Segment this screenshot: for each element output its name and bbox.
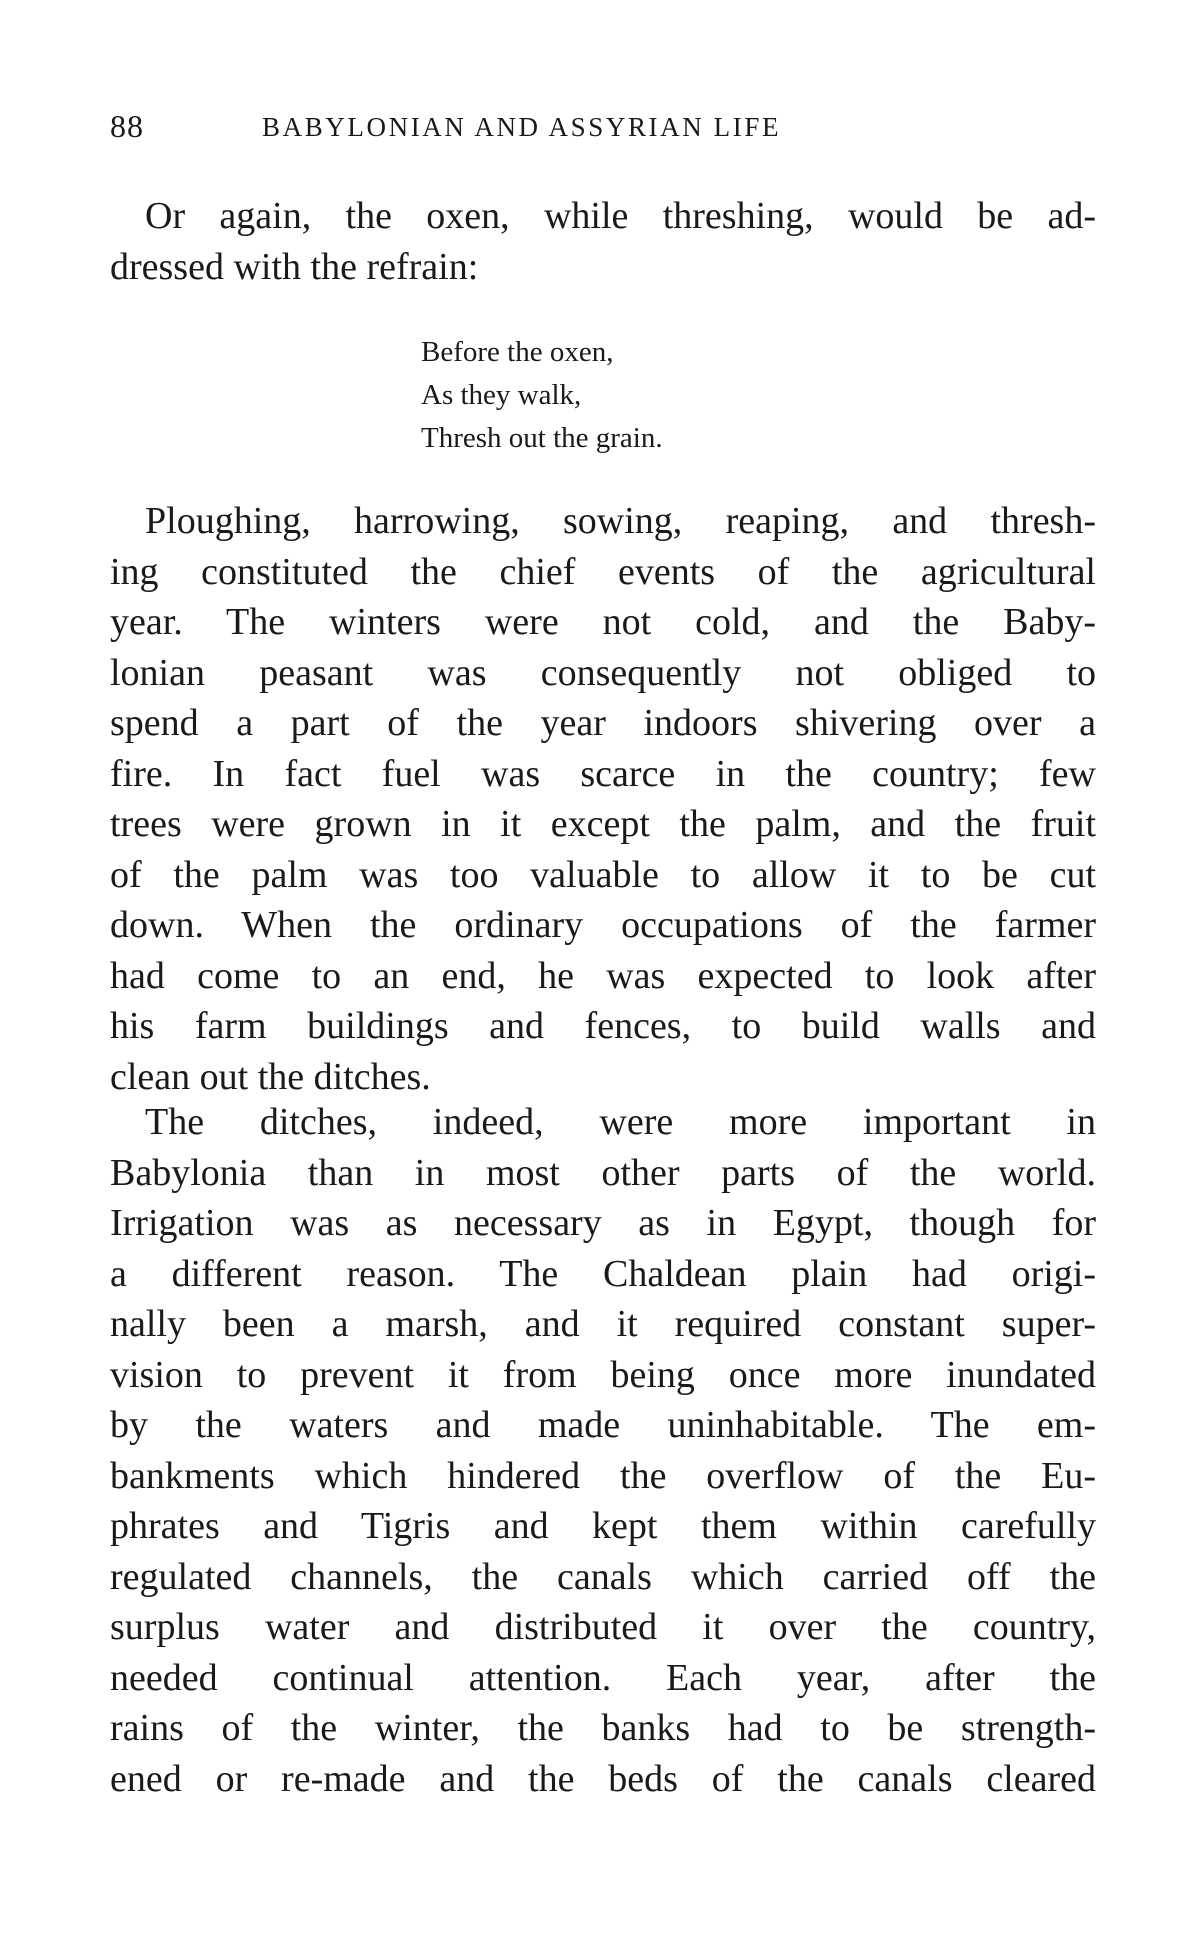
text-line: surplus water and distributed it over the country, <box>110 1606 1096 1648</box>
text-line: lonian peasant was consequently not obliged to <box>110 651 1096 694</box>
text-line: by the waters and made uninhabitable. The em- <box>110 1404 1096 1446</box>
text-line: bankments which hindered the overflow of the Eu- <box>110 1454 1096 1497</box>
paragraph-2 <box>110 496 1096 1102</box>
text-line: regulated channels, the canals which carried off the <box>110 1555 1096 1598</box>
text-line: needed continual attention. Each year, after the <box>110 1656 1096 1699</box>
text-line: ing constituted the chief events of the agricultural <box>110 550 1096 593</box>
text-line: a different reason. The Chaldean plain had origi- <box>110 1252 1096 1295</box>
paragraph-3 <box>110 1097 1096 1804</box>
text-line: clean out the ditches. <box>110 1055 431 1098</box>
text-line: Or again, the oxen, while threshing, would be ad- <box>145 195 1096 237</box>
text-line: Irrigation was as necessary as in Egypt, though for <box>110 1202 1096 1244</box>
text-line: of the palm was too valuable to allow it to be cut <box>110 853 1096 896</box>
running-head: BABYLONIAN AND ASSYRIAN LIFE <box>262 112 782 142</box>
verse-line: As they walk, <box>421 379 582 411</box>
text-line: dressed with the refrain: <box>110 245 479 288</box>
verse-quote <box>421 331 663 460</box>
text-line: Babylonia than in most other parts of the world. <box>110 1151 1096 1194</box>
page-number: 88 <box>110 108 144 144</box>
page-header <box>110 108 1100 148</box>
text-line: rains of the winter, the banks had to be strength- <box>110 1707 1096 1749</box>
text-line: phrates and Tigris and kept them within carefully <box>110 1505 1096 1547</box>
text-line: his farm buildings and fences, to build walls and <box>110 1005 1096 1047</box>
text-line: ened or re-made and the beds of the canals cleared <box>110 1757 1096 1800</box>
text-line: year. The winters were not cold, and the Baby- <box>110 601 1096 643</box>
text-line: nally been a marsh, and it required constant super- <box>110 1303 1096 1345</box>
text-line: had come to an end, he was expected to look after <box>110 954 1096 997</box>
text-line: down. When the ordinary occupations of the farmer <box>110 904 1096 946</box>
verse-line: Thresh out the grain. <box>421 422 663 454</box>
text-line: Ploughing, harrowing, sowing, reaping, and thresh- <box>145 500 1096 542</box>
text-line: fire. In fact fuel was scarce in the country; few <box>110 752 1096 795</box>
text-line: vision to prevent it from being once more inundated <box>110 1353 1096 1396</box>
paragraph-1 <box>110 191 1096 292</box>
text-line: The ditches, indeed, were more important in <box>145 1101 1096 1143</box>
text-line: spend a part of the year indoors shivering over a <box>110 702 1096 744</box>
text-line: trees were grown in it except the palm, and the fruit <box>110 803 1096 845</box>
verse-line: Before the oxen, <box>421 336 614 368</box>
